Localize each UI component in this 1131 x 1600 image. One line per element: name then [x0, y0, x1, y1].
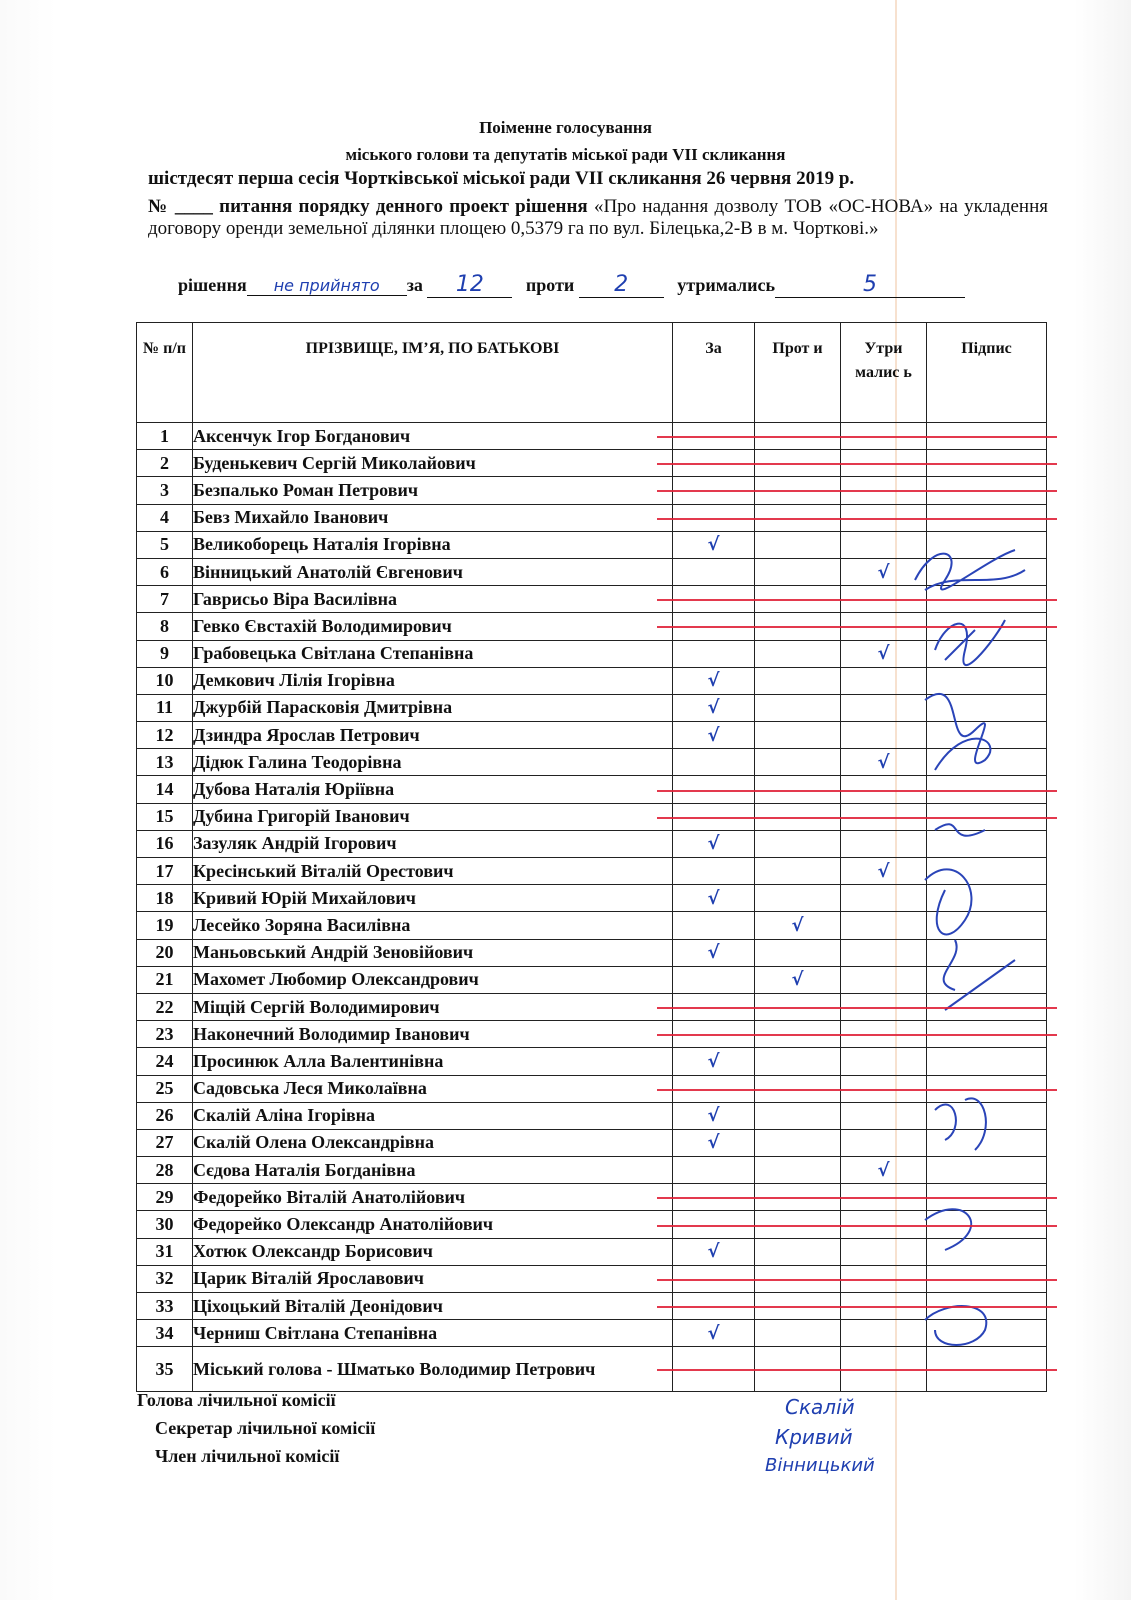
vote-against — [755, 1129, 841, 1156]
vote-against — [755, 694, 841, 721]
vote-for: √ — [673, 1238, 755, 1265]
absence-strike — [657, 626, 1057, 628]
row-name: Великоборець Наталія Ігорівна — [193, 531, 673, 558]
row-number: 6 — [137, 558, 193, 585]
row-number: 20 — [137, 939, 193, 966]
row-number: 3 — [137, 477, 193, 504]
row-name: Скалій Аліна Ігорівна — [193, 1102, 673, 1129]
row-number: 35 — [137, 1347, 193, 1392]
row-number: 10 — [137, 667, 193, 694]
row-name: Аксенчук Ігор Богданович — [193, 423, 673, 450]
header-abstain: Утри малис ь — [841, 323, 927, 423]
row-number: 22 — [137, 993, 193, 1020]
row-name: Буденькевич Сергій Миколайович — [193, 450, 673, 477]
row-name: Царик Віталій Ярославович — [193, 1265, 673, 1292]
row-number: 32 — [137, 1265, 193, 1292]
signature-scribbles — [905, 530, 1035, 1390]
row-name: Скалій Олена Олександрівна — [193, 1129, 673, 1156]
vote-against — [755, 1320, 841, 1347]
vote-for — [673, 749, 755, 776]
document-title: Поіменне голосування — [479, 118, 652, 137]
absence-strike — [657, 436, 1057, 438]
member-label: Член лічильної комісії — [155, 1446, 340, 1466]
vote-against — [755, 830, 841, 857]
absence-strike — [657, 490, 1057, 492]
absence-strike — [657, 790, 1057, 792]
row-number: 8 — [137, 613, 193, 640]
row-name: Вінницький Анатолій Євгенович — [193, 558, 673, 585]
row-number: 30 — [137, 1211, 193, 1238]
row-number: 13 — [137, 749, 193, 776]
row-name: Гевко Євстахій Володимирович — [193, 613, 673, 640]
row-number: 24 — [137, 1048, 193, 1075]
row-name: Бевз Михайло Іванович — [193, 504, 673, 531]
vote-against: √ — [755, 912, 841, 939]
vote-against — [755, 1102, 841, 1129]
header-name: ПРІЗВИЩЕ, ІМ’Я, ПО БАТЬКОВІ — [193, 323, 673, 423]
vote-for: √ — [673, 1048, 755, 1075]
row-number: 25 — [137, 1075, 193, 1102]
absence-strike — [657, 518, 1057, 520]
row-number: 17 — [137, 858, 193, 885]
row-number: 9 — [137, 640, 193, 667]
absence-strike — [657, 817, 1057, 819]
vote-against: √ — [755, 966, 841, 993]
row-number: 28 — [137, 1157, 193, 1184]
agenda-item — [148, 196, 1048, 240]
row-number: 33 — [137, 1293, 193, 1320]
row-name: Дубова Наталія Юріївна — [193, 776, 673, 803]
row-name: Просинюк Алла Валентинівна — [193, 1048, 673, 1075]
absence-strike — [657, 1225, 1057, 1227]
row-name: Маньовський Андрій Зеновійович — [193, 939, 673, 966]
row-name: Дзиндра Ярослав Петрович — [193, 722, 673, 749]
row-name: Кресінський Віталій Орестович — [193, 858, 673, 885]
vote-for — [673, 912, 755, 939]
vote-for: √ — [673, 830, 755, 857]
row-number: 1 — [137, 423, 193, 450]
row-name: Лесейко Зоряна Василівна — [193, 912, 673, 939]
vote-against — [755, 531, 841, 558]
row-name: Безпалько Роман Петрович — [193, 477, 673, 504]
row-name: Черниш Світлана Степанівна — [193, 1320, 673, 1347]
vote-against — [755, 1048, 841, 1075]
abstain-label: утримались — [677, 275, 775, 295]
signature-mark — [925, 1306, 986, 1345]
row-number: 15 — [137, 803, 193, 830]
vote-for: √ — [673, 885, 755, 912]
absence-strike — [657, 1197, 1057, 1199]
vote-for — [673, 1157, 755, 1184]
row-name: Дубина Григорій Іванович — [193, 803, 673, 830]
decision-result: не прийнято — [247, 276, 407, 296]
vote-abstain: √ — [841, 1157, 927, 1184]
row-number: 18 — [137, 885, 193, 912]
absence-strike — [657, 1279, 1057, 1281]
row-number: 7 — [137, 586, 193, 613]
against-label: проти — [525, 275, 575, 295]
absence-strike — [657, 1034, 1057, 1036]
row-number: 12 — [137, 722, 193, 749]
vote-abstain: √ — [841, 558, 927, 585]
vote-abstain: √ — [841, 858, 927, 885]
absence-strike — [657, 463, 1057, 465]
vote-against — [755, 939, 841, 966]
vote-abstain: √ — [841, 749, 927, 776]
vote-for: √ — [673, 1102, 755, 1129]
secretary-signature: Кривий — [775, 1425, 853, 1449]
row-name: Хотюк Олександр Борисович — [193, 1238, 673, 1265]
row-name: Федорейко Олександр Анатолійович — [193, 1211, 673, 1238]
row-name: Кривий Юрій Михайлович — [193, 885, 673, 912]
vote-for — [673, 558, 755, 585]
signature-mark — [935, 1098, 986, 1150]
secretary-label: Секретар лічильної комісії — [155, 1418, 376, 1438]
absence-strike — [657, 1007, 1057, 1009]
signature-mark — [915, 550, 1025, 590]
for-count: 12 — [427, 272, 512, 298]
signature-mark — [925, 694, 990, 770]
absence-strike — [657, 1089, 1057, 1091]
row-number: 26 — [137, 1102, 193, 1129]
for-label: за — [406, 275, 423, 295]
row-number: 16 — [137, 830, 193, 857]
vote-against — [755, 1157, 841, 1184]
signature-mark — [925, 1209, 971, 1250]
row-number: 27 — [137, 1129, 193, 1156]
signature-mark — [925, 869, 971, 990]
vote-for: √ — [673, 722, 755, 749]
row-number: 23 — [137, 1021, 193, 1048]
row-name: Махомет Любомир Олександрович — [193, 966, 673, 993]
header-against: Прот и — [755, 323, 841, 423]
row-name: Джурбій Парасковія Дмитрівна — [193, 694, 673, 721]
abstain-count: 5 — [775, 272, 965, 298]
row-name: Наконечний Володимир Іванович — [193, 1021, 673, 1048]
header-signature: Підпис — [927, 323, 1047, 423]
decision-line — [178, 272, 965, 298]
header-num: № п/п — [137, 323, 193, 423]
row-name: Міщій Сергій Володимирович — [193, 993, 673, 1020]
vote-for: √ — [673, 939, 755, 966]
row-number: 14 — [137, 776, 193, 803]
vote-against — [755, 667, 841, 694]
vote-against — [755, 1238, 841, 1265]
absence-strike — [657, 599, 1057, 601]
vote-against — [755, 749, 841, 776]
row-name: Зазуляк Андрій Ігорович — [193, 830, 673, 857]
row-number: 2 — [137, 450, 193, 477]
row-name: Ціхоцький Віталій Деонідович — [193, 1293, 673, 1320]
row-number: 11 — [137, 694, 193, 721]
row-name: Садовська Леся Миколаївна — [193, 1075, 673, 1102]
agenda-text: «Про надання дозволу ТОВ «ОС-НОВА» на укладення договору оренди земельної ділянки площею 0,5379 га по вул. Білецька,2-В в м. Чорткові.» — [148, 196, 1049, 239]
vote-against — [755, 640, 841, 667]
session-line: шістдесят перша сесія Чортківської міської ради VII скликання 26 червня 2019 р. — [148, 168, 855, 189]
vote-against — [755, 558, 841, 585]
row-name: Гаврисьо Віра Василівна — [193, 586, 673, 613]
row-number: 5 — [137, 531, 193, 558]
member-signature: Вінницький — [765, 1455, 875, 1476]
chair-label: Голова лічильної комісії — [137, 1390, 336, 1410]
signature-mark — [945, 960, 1015, 1010]
vote-for: √ — [673, 531, 755, 558]
row-number: 19 — [137, 912, 193, 939]
signature-mark — [935, 824, 985, 836]
row-name: Грабовецька Світлана Степанівна — [193, 640, 673, 667]
absence-strike — [657, 1369, 1057, 1371]
row-number: 34 — [137, 1320, 193, 1347]
vote-against — [755, 722, 841, 749]
chair-signature: Скалій — [785, 1395, 855, 1419]
row-number: 29 — [137, 1184, 193, 1211]
header-for: За — [673, 323, 755, 423]
row-name: Сєдова Наталія Богданівна — [193, 1157, 673, 1184]
vote-for — [673, 966, 755, 993]
vote-for: √ — [673, 1320, 755, 1347]
row-name: Дідюк Галина Теодорівна — [193, 749, 673, 776]
vote-for: √ — [673, 694, 755, 721]
row-number: 21 — [137, 966, 193, 993]
absence-strike — [657, 1306, 1057, 1308]
vote-for: √ — [673, 667, 755, 694]
document-subtitle: міського голови та депутатів міської ради VII скликання — [345, 145, 786, 164]
agenda-prefix: № ____ питання порядку денного проект рішення — [148, 196, 588, 217]
row-name: Федорейко Віталій Анатолійович — [193, 1184, 673, 1211]
row-number: 31 — [137, 1238, 193, 1265]
vote-for — [673, 858, 755, 885]
row-name: Міський голова - Шматько Володимир Петрович — [193, 1347, 673, 1392]
vote-for: √ — [673, 1129, 755, 1156]
vote-for — [673, 640, 755, 667]
against-count: 2 — [579, 272, 664, 298]
row-number: 4 — [137, 504, 193, 531]
vote-abstain: √ — [841, 640, 927, 667]
vote-against — [755, 858, 841, 885]
row-name: Демкович Лілія Ігорівна — [193, 667, 673, 694]
decision-label: рішення — [178, 275, 247, 295]
vote-against — [755, 885, 841, 912]
